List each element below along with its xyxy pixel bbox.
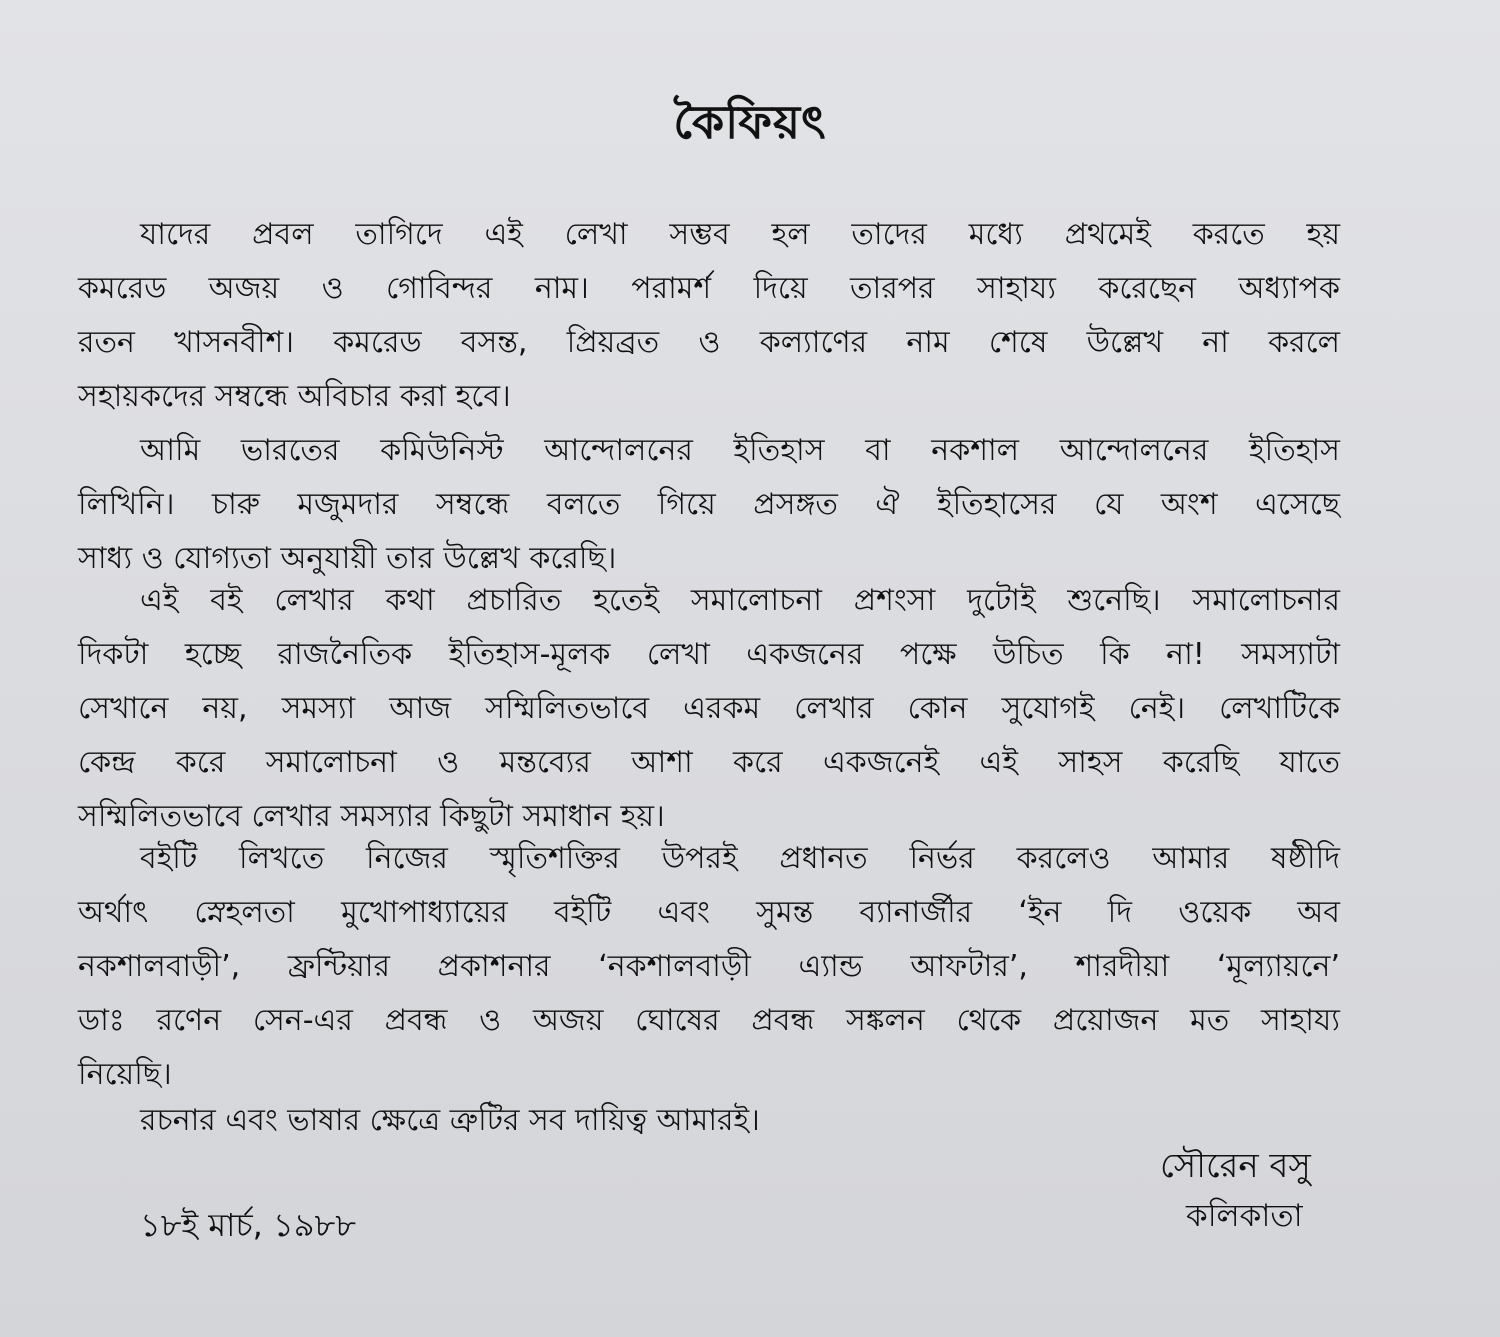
paragraph-line: কমরেড অজয় ও গোবিন্দর নাম। পরামর্শ দিয়ে তারপর সাহায্য করেছেন অধ্যাপক [78, 271, 1340, 306]
paragraph-line: কেন্দ্র করে সমালোচনা ও মন্তব্যের আশা করে একজনেই এই সাহস করেছি যাতে [78, 745, 1340, 780]
paragraph-line: রচনার এবং ভাষার ক্ষেত্রে ত্রুটির সব দায়িত্ব আমারই। [140, 1103, 760, 1138]
paragraph-line: নকশালবাড়ী’, ফ্রন্টিয়ার প্রকাশনার ‘নকশালবাড়ী এ্যান্ড আফটার’, শারদীয়া ‘মূল্যায়নে’ [78, 949, 1340, 984]
page-title: কৈফিয়ৎ [673, 95, 827, 149]
paragraph-1 [78, 208, 1340, 424]
paragraph-2 [78, 424, 1340, 586]
paragraph-line: লিখিনি। চারু মজুমদার সম্বন্ধে বলতে গিয়ে প্রসঙ্গত ঐ ইতিহাসের যে অংশ এসেছে [78, 487, 1340, 522]
author-signature: সৌরেন বসু [1160, 1146, 1311, 1186]
paragraph-line: সাধ্য ও যোগ্যতা অনুযায়ী তার উল্লেখ করেছি। [78, 541, 617, 576]
signature-date: ১৮ই মার্চ, ১৯৮৮ [140, 1206, 357, 1244]
paragraph-line: সম্মিলিতভাবে লেখার সমস্যার কিছুটা সমাধান হয়। [78, 799, 665, 834]
paragraph-line: অর্থাৎ স্নেহলতা মুখোপাধ্যায়ের বইটি এবং সুমন্ত ব্যানার্জীর ‘ইন দি ওয়েক অব [78, 895, 1340, 930]
paragraph-line: এই বই লেখার কথা প্রচারিত হতেই সমালোচনা প্রশংসা দুটোই শুনেছি। সমালোচনার [140, 583, 1340, 618]
paragraph-line: ডাঃ রণেন সেন-এর প্রবন্ধ ও অজয় ঘোষের প্রবন্ধ সঙ্কলন থেকে প্রয়োজন মত সাহায্য [78, 1003, 1340, 1038]
signature-place: কলিকাতা [1186, 1198, 1303, 1234]
paragraph-line: রতন খাসনবীশ। কমরেড বসন্ত, প্রিয়ব্রত ও কল্যাণের নাম শেষে উল্লেখ না করলে [78, 325, 1340, 360]
paragraph-3 [78, 574, 1340, 844]
paragraph-line: সহায়কদের সম্বন্ধে অবিচার করা হবে। [78, 379, 511, 414]
paragraph-line: আমি ভারতের কমিউনিস্ট আন্দোলনের ইতিহাস বা নকশাল আন্দোলনের ইতিহাস [140, 433, 1340, 468]
paragraph-line: নিয়েছি। [78, 1057, 172, 1092]
paragraph-line: যাদের প্রবল তাগিদে এই লেখা সম্ভব হল তাদের মধ্যে প্রথমেই করতে হয় [140, 217, 1340, 252]
paragraph-line: সেখানে নয়, সমস্যা আজ সম্মিলিতভাবে এরকম লেখার কোন সুযোগই নেই। লেখাটিকে [78, 691, 1340, 726]
paragraph-4 [78, 832, 1340, 1102]
paragraph-5 [78, 1094, 1340, 1148]
paragraph-line: বইটি লিখতে নিজের স্মৃতিশক্তির উপরই প্রধানত নির্ভর করলেও আমার ষষ্ঠীদি [140, 841, 1340, 876]
paragraph-line: দিকটা হচ্ছে রাজনৈতিক ইতিহাস-মূলক লেখা একজনের পক্ষে উচিত কি না! সমস্যাটা [78, 637, 1340, 672]
